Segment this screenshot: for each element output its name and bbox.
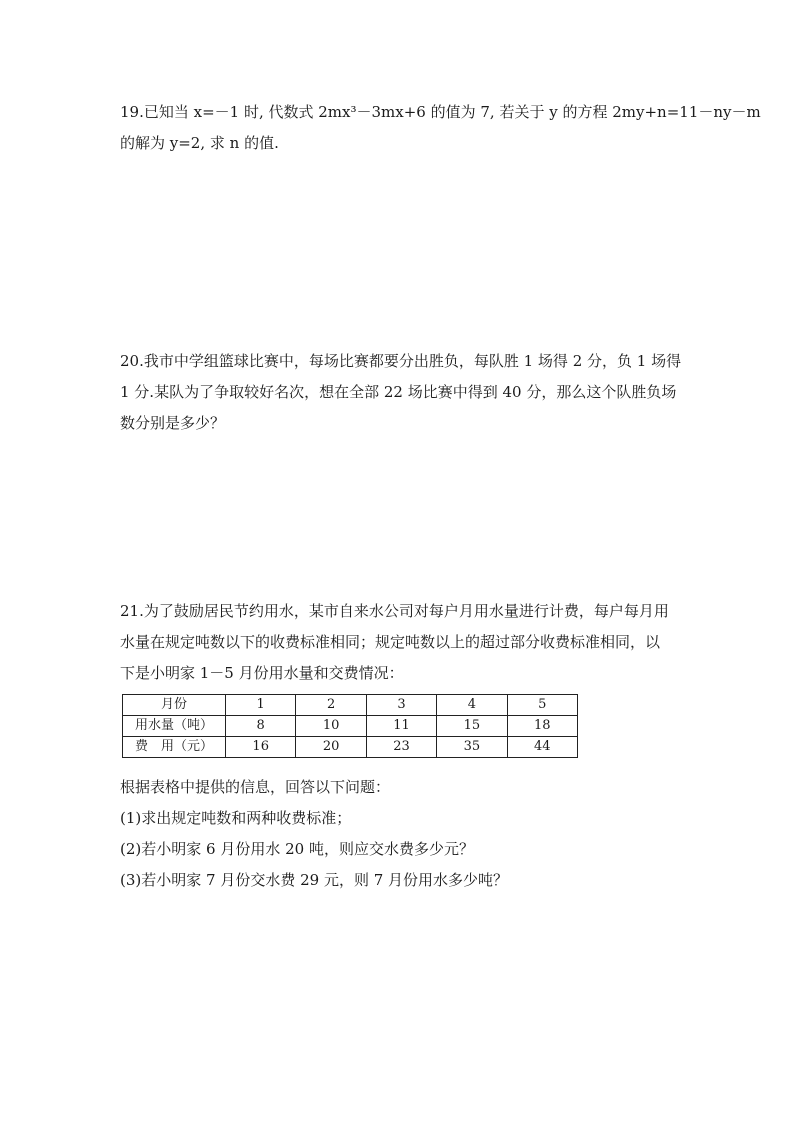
- table-cell: 5: [507, 695, 577, 716]
- question-21: [120, 596, 705, 689]
- table-cell: 23: [366, 737, 436, 758]
- table-row-water-usage: [123, 716, 578, 737]
- question-21-line-3: 下是小明家 1－5 月份用水量和交费情况：: [120, 664, 404, 682]
- question-20: [120, 346, 705, 439]
- row-header-month: 月份: [123, 695, 226, 716]
- table-cell: 20: [296, 737, 366, 758]
- question-21-subquestions: [120, 772, 705, 896]
- table-cell: 44: [507, 737, 577, 758]
- table-row-fee: [123, 737, 578, 758]
- water-fee-table: [122, 694, 578, 758]
- table-cell: 11: [366, 716, 436, 737]
- row-header-water-usage: 用水量（吨）: [123, 716, 226, 737]
- sub-question-2: (2)若小明家 6 月份用水 20 吨，则应交水费多少元？: [120, 840, 474, 858]
- question-20-line-3: 数分别是多少？: [120, 414, 226, 432]
- table-cell: 15: [437, 716, 507, 737]
- sub-question-1: (1)求出规定吨数和两种收费标准；: [120, 809, 352, 827]
- table-cell: 1: [226, 695, 296, 716]
- question-19: [120, 97, 761, 159]
- table-cell: 4: [437, 695, 507, 716]
- question-21-intro: 根据表格中提供的信息，回答以下问题：: [120, 778, 391, 796]
- row-header-fee: 费 用（元）: [123, 737, 226, 758]
- question-19-line-1: 19.已知当 x=－1 时, 代数式 2mx³－3mx+6 的值为 7, 若关于 y 的方程 2my+n=11－ny－m: [120, 103, 761, 121]
- table-cell: 18: [507, 716, 577, 737]
- question-19-line-2: 的解为 y=2, 求 n 的值.: [120, 134, 279, 152]
- question-21-line-1: 21.为了鼓励居民节约用水，某市自来水公司对每户月用水量进行计费，每户每月用: [120, 602, 669, 620]
- table-cell: 3: [366, 695, 436, 716]
- table-cell: 35: [437, 737, 507, 758]
- sub-question-3: (3)若小明家 7 月份交水费 29 元，则 7 月份用水多少吨？: [120, 871, 509, 889]
- table-row-month: [123, 695, 578, 716]
- table-cell: 10: [296, 716, 366, 737]
- question-21-line-2: 水量在规定吨数以下的收费标准相同；规定吨数以上的超过部分收费标准相同，以: [120, 633, 661, 651]
- table-cell: 8: [226, 716, 296, 737]
- question-20-line-2: 1 分.某队为了争取较好名次，想在全部 22 场比赛中得到 40 分，那么这个队胜负场: [120, 383, 677, 401]
- question-20-line-1: 20.我市中学组篮球比赛中，每场比赛都要分出胜负，每队胜 1 场得 2 分，负 1 场得: [120, 352, 682, 370]
- table-cell: 16: [226, 737, 296, 758]
- table-cell: 2: [296, 695, 366, 716]
